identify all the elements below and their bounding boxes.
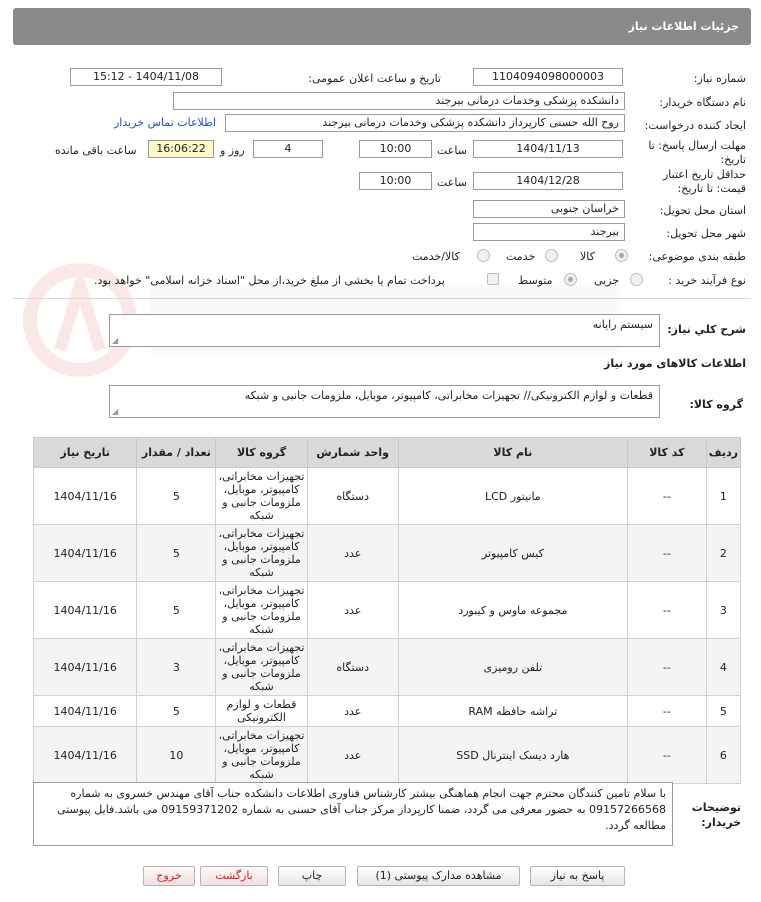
cell-item-group: تجهیزات مخابراتی، کامپیوتر، موبایل، ملزومات جانبی و شبکه	[216, 639, 307, 696]
deadline-label-line2: تاریخ:	[720, 153, 746, 166]
cell-item-name: هارد دیسک اینترنال SSD	[398, 727, 627, 784]
cell-item-group: تجهیزات مخابراتی، کامپیوتر، موبایل، ملزومات جانبی و شبکه	[216, 727, 307, 784]
deadline-time-field: 10:00	[359, 140, 432, 158]
cell-item-code: --	[627, 696, 706, 727]
treasury-payment-checkbox[interactable]	[487, 273, 499, 285]
column-header: تاریخ نیاز	[34, 438, 137, 468]
process-radio-medium[interactable]	[564, 273, 577, 286]
table-row[interactable]	[34, 696, 741, 727]
validity-date-field: 1404/12/28	[473, 172, 623, 190]
province-label: استان محل تحویل:	[659, 204, 746, 217]
cell-row-number: 4	[706, 639, 740, 696]
cell-row-number: 1	[706, 468, 740, 525]
buyer-contact-link[interactable]: اطلاعات تماس خریدار	[114, 116, 216, 129]
cell-unit: دستگاه	[307, 468, 398, 525]
table-row[interactable]	[34, 468, 741, 525]
table-row[interactable]	[34, 582, 741, 639]
resize-grip-icon: ◢	[112, 336, 119, 345]
cell-quantity: 3	[137, 639, 216, 696]
days-remaining-field: 4	[253, 140, 323, 158]
table-row[interactable]	[34, 727, 741, 784]
cell-need-date: 1404/11/16	[34, 639, 137, 696]
buyer-notes-text: با سلام تامین کنندگان محترم جهت انجام هماهنگی بیشتر کارشناس فناوری اطلاعات دانشکده جناب آقای مهندس خسروی به شماره 09157266568 به حضور معرفی می گردد، ضمنا کارپرداز مرکز جناب آقای حسنی به شماره 09159371202 می باشد.فایل پیوستی مطالعه گردد.	[57, 787, 666, 832]
cell-row-number: 2	[706, 525, 740, 582]
cell-need-date: 1404/11/16	[34, 468, 137, 525]
category-option-goods: کالا	[580, 250, 595, 263]
process-option-minor: جزیی	[594, 274, 620, 287]
buyer-notes-label-line1: توضیحات	[691, 801, 741, 814]
cell-item-name: تلفن رومیزی	[398, 639, 627, 696]
city-label: شهر محل تحویل:	[666, 227, 746, 240]
category-label: طبقه بندی موضوعی:	[648, 250, 746, 263]
attachments-button[interactable]: مشاهده مدارک پیوستی (1)	[357, 866, 520, 886]
page-title: جزئیات اطلاعات نیاز	[628, 20, 739, 33]
goods-group-textarea[interactable]	[109, 385, 660, 418]
category-option-service: خدمت	[506, 250, 536, 263]
category-radio-goods-service[interactable]	[477, 249, 490, 262]
section-divider	[13, 298, 751, 299]
cell-quantity: 5	[137, 582, 216, 639]
cell-item-code: --	[627, 639, 706, 696]
days-word-label: روز و	[220, 144, 245, 157]
cell-item-group: تجهیزات مخابراتی، کامپیوتر، موبایل، ملزومات جانبی و شبکه	[216, 582, 307, 639]
remaining-word-label: ساعت باقی مانده	[55, 144, 137, 157]
category-radio-goods[interactable]	[615, 249, 628, 262]
cell-need-date: 1404/11/16	[34, 696, 137, 727]
cell-item-code: --	[627, 582, 706, 639]
validity-time-field: 10:00	[359, 172, 432, 190]
cell-item-group: تجهیزات مخابراتی، کامپیوتر، موبایل، ملزومات جانبی و شبکه	[216, 525, 307, 582]
column-header: نام کالا	[398, 438, 627, 468]
cell-need-date: 1404/11/16	[34, 727, 137, 784]
category-option-goods-service: کالا/خدمت	[412, 250, 460, 263]
validity-label-line1: حداقل تاریخ اعتبار	[662, 168, 746, 181]
cell-unit: عدد	[307, 582, 398, 639]
back-button[interactable]: بازگشت	[200, 866, 268, 886]
validity-label-line2: قیمت: تا تاریخ:	[677, 182, 746, 195]
creator-label: ایجاد کننده درخواست:	[644, 119, 746, 132]
table-header-row	[34, 438, 741, 468]
exit-button[interactable]: خروج	[143, 866, 195, 886]
cell-item-name: تراشه حافظه RAM	[398, 696, 627, 727]
cell-item-code: --	[627, 727, 706, 784]
cell-quantity: 10	[137, 727, 216, 784]
goods-group-label: گروه کالا:	[689, 398, 743, 411]
cell-row-number: 3	[706, 582, 740, 639]
cell-quantity: 5	[137, 696, 216, 727]
column-header: کد کالا	[627, 438, 706, 468]
announce-label: تاریخ و ساعت اعلان عمومی:	[308, 72, 441, 85]
column-header: ردیف	[706, 438, 740, 468]
buyer-org-label: نام دستگاه خریدار:	[659, 96, 746, 109]
column-header: گروه کالا	[216, 438, 307, 468]
deadline-label-line1: مهلت ارسال پاسخ: تا	[648, 139, 746, 152]
cell-unit: دستگاه	[307, 639, 398, 696]
cell-row-number: 5	[706, 696, 740, 727]
process-radio-minor[interactable]	[630, 273, 643, 286]
buyer-org-field: دانشکده پزشکی وخدمات درمانی بیرجند	[173, 92, 625, 110]
print-button[interactable]: چاپ	[278, 866, 346, 886]
page-header	[13, 8, 751, 45]
category-radio-service[interactable]	[545, 249, 558, 262]
summary-label: شرح کلي نياز:	[667, 323, 746, 336]
summary-value: سیستم رایانه	[592, 318, 653, 331]
goods-group-value: قطعات و لوازم الکترونیکی// تجهیزات مخابراتی، کامپیوتر، موبایل، ملزومات جانبی و شبکه	[244, 389, 653, 402]
cell-item-code: --	[627, 468, 706, 525]
cell-need-date: 1404/11/16	[34, 525, 137, 582]
table-row[interactable]	[34, 639, 741, 696]
cell-need-date: 1404/11/16	[34, 582, 137, 639]
summary-textarea[interactable]	[109, 314, 660, 347]
cell-row-number: 6	[706, 727, 740, 784]
resize-grip-icon: ◢	[112, 407, 119, 416]
buyer-notes-box	[33, 782, 673, 846]
goods-section-title: اطلاعات کالاهای مورد نیاز	[604, 357, 746, 370]
process-option-medium: متوسط	[518, 274, 553, 287]
deadline-time-label: ساعت	[437, 144, 467, 157]
treasury-payment-note: پرداخت تمام یا بخشی از مبلغ خرید،از محل "اسناد خزانه اسلامی" خواهد بود.	[94, 274, 445, 287]
deadline-date-field: 1404/11/13	[473, 140, 623, 158]
cell-item-group: قطعات و لوازم الکترونیکی	[216, 696, 307, 727]
need-number-label: شماره نیاز:	[693, 72, 746, 85]
cell-quantity: 5	[137, 525, 216, 582]
buyer-notes-label-line2: خریدار:	[701, 816, 741, 829]
cell-item-name: کیس کامپیوتر	[398, 525, 627, 582]
process-label: نوع فرآیند خرید :	[668, 274, 746, 287]
cell-unit: عدد	[307, 727, 398, 784]
validity-time-label: ساعت	[437, 176, 467, 189]
reply-button[interactable]: پاسخ به نیاز	[530, 866, 625, 886]
cell-item-name: مجموعه ماوس و کیبورد	[398, 582, 627, 639]
column-header: تعداد / مقدار	[137, 438, 216, 468]
column-header: واحد شمارش	[307, 438, 398, 468]
cell-unit: عدد	[307, 525, 398, 582]
need-number-field: 1104094098000003	[473, 68, 623, 86]
announce-datetime-field: 1404/11/08 - 15:12	[70, 68, 222, 86]
cell-item-code: --	[627, 525, 706, 582]
cell-item-name: مانیتور LCD	[398, 468, 627, 525]
cell-unit: عدد	[307, 696, 398, 727]
creator-field: روح الله حسنی کارپرداز دانشکده پزشکی وخدمات درمانی بیرجند	[225, 114, 625, 132]
province-field: خراسان جنوبی	[473, 200, 625, 218]
cell-quantity: 5	[137, 468, 216, 525]
goods-table	[33, 437, 741, 784]
remaining-time-field: 16:06:22	[148, 140, 214, 158]
table-row[interactable]	[34, 525, 741, 582]
city-field: بیرجند	[473, 223, 625, 241]
cell-item-group: تجهیزات مخابراتی، کامپیوتر، موبایل، ملزومات جانبی و شبکه	[216, 468, 307, 525]
